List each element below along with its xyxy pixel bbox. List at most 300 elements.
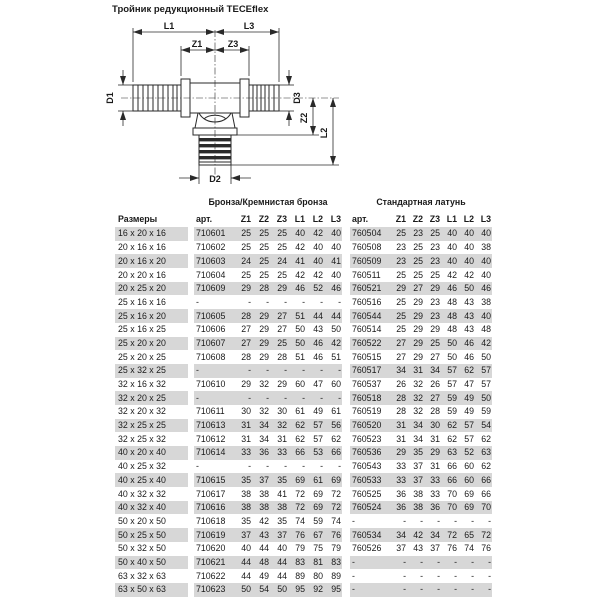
dim-cell-brass: 42: [407, 528, 424, 542]
dim-cell-brass: 34: [424, 528, 441, 542]
dim-cell-brass: 23: [430, 242, 440, 253]
size-cell: 50 x 40 x 50: [115, 556, 188, 570]
art-cell-brass: 760514: [352, 324, 382, 335]
dim-cell-bronze: 44: [270, 556, 288, 570]
size-cell: 63 x 50 x 63: [115, 583, 188, 597]
dim-cell-brass: 34: [390, 528, 407, 542]
dim-cell-bronze: -: [302, 461, 305, 472]
dim-cell-bronze: 83: [288, 556, 306, 570]
dim-cell-brass: -: [458, 556, 475, 570]
dim-cell-bronze: 51: [295, 351, 305, 362]
dim-cell-brass: -: [420, 570, 423, 581]
art-cell-brass: 760516: [352, 296, 382, 307]
dim-cell-brass: -: [441, 556, 458, 570]
dim-cell-bronze: 42: [306, 227, 324, 241]
dim-cell-brass: 29: [390, 446, 407, 460]
dim-cell-bronze: 89: [295, 570, 305, 581]
dim-cell-brass: 62: [441, 419, 458, 433]
dim-cell-bronze: -: [288, 391, 306, 405]
dim-cell-brass: 57: [447, 379, 457, 389]
art-cell-brass: 760523: [352, 433, 382, 444]
dim-cell-bronze: 34: [252, 419, 270, 433]
dim-cell-bronze: 46: [306, 337, 324, 351]
dim-cell-bronze: 41: [324, 254, 342, 268]
dim-cell-bronze: 76: [288, 528, 306, 542]
art-cell-brass: -: [352, 515, 355, 526]
art-cell-bronze: 710608: [196, 351, 226, 362]
column-header-sizes: Размеры: [118, 214, 158, 225]
size-cell: 40 x 20 x 40: [115, 446, 188, 460]
dim-cell-bronze: 31: [241, 433, 251, 444]
dim-cell-bronze: -: [270, 364, 288, 378]
dim-cell-brass: 69: [458, 501, 475, 515]
gap: [342, 542, 350, 556]
dim-cell-bronze: 44: [234, 556, 252, 570]
dim-cell-bronze: 47: [313, 379, 323, 389]
art-cell-bronze: 710607: [194, 337, 234, 351]
dim-cell-bronze: 41: [288, 254, 306, 268]
dim-cell-bronze: 37: [234, 528, 252, 542]
dim-cell-bronze: 57: [306, 419, 324, 433]
dim-cell-brass: 43: [464, 296, 474, 307]
dim-cell-bronze: 32: [270, 419, 288, 433]
dim-cell-bronze: -: [306, 364, 324, 378]
dim-cell-bronze: -: [302, 296, 305, 307]
size-cell: 20 x 16 x 16: [118, 242, 166, 253]
dim-cell-brass: 40: [481, 269, 491, 280]
art-cell-brass: 760518: [350, 391, 390, 405]
dim-cell-brass: 42: [447, 269, 457, 280]
dim-cell-bronze: 34: [259, 433, 269, 444]
dim-cell-brass: 40: [447, 242, 457, 253]
dim-cell-bronze: 29: [241, 379, 251, 389]
dim-cell-bronze: -: [234, 364, 252, 378]
dim-cell-bronze: 25: [234, 227, 252, 241]
dim-cell-brass: 54: [475, 419, 492, 433]
dim-cell-bronze: 35: [234, 473, 252, 487]
dim-cell-brass: 46: [458, 337, 475, 351]
dim-cell-bronze: 25: [259, 269, 269, 280]
dim-cell-bronze: 31: [277, 433, 287, 444]
dim-cell-brass: 40: [458, 227, 475, 241]
dim-cell-brass: 27: [424, 391, 441, 405]
art-cell-bronze: -: [196, 461, 199, 472]
dim-cell-bronze: -: [320, 461, 323, 472]
dim-cell-bronze: 44: [306, 309, 324, 323]
art-cell-bronze: -: [194, 391, 234, 405]
art-cell-bronze: 710617: [196, 488, 226, 499]
dim-cell-bronze: 66: [324, 446, 342, 460]
dim-cell-bronze: 61: [331, 406, 341, 417]
dim-cell-brass: 43: [464, 324, 474, 335]
dim-cell-bronze: 60: [295, 379, 305, 389]
dim-cell-bronze: 35: [270, 473, 288, 487]
dim-cell-bronze: 35: [241, 515, 251, 526]
dim-cell-bronze: 40: [331, 242, 341, 253]
parts-table: [115, 195, 495, 597]
dim-cell-brass: 28: [430, 406, 440, 417]
dim-cell-bronze: -: [234, 391, 252, 405]
dim-cell-bronze: 72: [295, 488, 305, 499]
dim-cell-bronze: 53: [306, 446, 324, 460]
dim-cell-brass: 33: [390, 473, 407, 487]
art-cell-bronze: 710622: [196, 570, 226, 581]
gap: [342, 350, 350, 364]
dim-cell-brass: 34: [424, 364, 441, 378]
dim-cell-brass: 23: [424, 309, 441, 323]
dim-cell-bronze: 54: [252, 583, 270, 597]
dim-cell-brass: 36: [390, 501, 407, 515]
dim-label-l3: L3: [243, 21, 255, 31]
table-body: [115, 227, 495, 597]
art-cell-bronze: 710623: [194, 583, 234, 597]
dim-cell-brass: 57: [475, 364, 492, 378]
dim-cell-bronze: 43: [313, 324, 323, 335]
dim-cell-brass: -: [454, 515, 457, 526]
dim-cell-bronze: 46: [288, 282, 306, 296]
dim-cell-bronze: 72: [331, 488, 341, 499]
dim-cell-brass: 37: [413, 461, 423, 472]
dim-cell-brass: 42: [475, 337, 492, 351]
dim-label-z1: Z1: [191, 39, 203, 49]
dim-cell-brass: -: [437, 570, 440, 581]
group-header-bronze: Бронза/Кремнистая бронза: [208, 196, 328, 207]
gap: [342, 487, 350, 501]
dim-cell-bronze: 79: [331, 543, 341, 554]
dim-cell-brass: -: [403, 570, 406, 581]
dim-cell-bronze: 95: [324, 583, 342, 597]
dim-cell-brass: -: [390, 556, 407, 570]
art-cell-brass: 760520: [350, 419, 390, 433]
dim-cell-brass: 25: [430, 269, 440, 280]
dim-cell-bronze: 37: [270, 528, 288, 542]
dim-cell-brass: 40: [441, 254, 458, 268]
gap: [342, 432, 350, 446]
column-header-dim: L3: [480, 214, 491, 225]
dim-cell-brass: -: [441, 583, 458, 597]
dim-cell-brass: -: [407, 556, 424, 570]
size-cell: 32 x 25 x 25: [115, 419, 188, 433]
art-cell-bronze: 710602: [196, 242, 226, 253]
art-cell-brass: 760509: [350, 254, 390, 268]
dim-cell-bronze: 38: [252, 501, 270, 515]
dim-cell-brass: 33: [424, 473, 441, 487]
gap: [342, 473, 350, 487]
dim-cell-brass: 66: [441, 473, 458, 487]
dim-cell-brass: 32: [413, 379, 423, 389]
dim-cell-bronze: 80: [313, 570, 323, 581]
dim-cell-bronze: -: [252, 391, 270, 405]
dim-label-d1: D1: [105, 92, 115, 104]
dim-cell-bronze: 28: [252, 282, 270, 296]
column-header-dim: L1: [294, 214, 305, 225]
dim-cell-bronze: 57: [313, 433, 323, 444]
size-cell: 40 x 25 x 32: [118, 461, 166, 472]
art-cell-bronze: 710619: [194, 528, 234, 542]
art-cell-brass: 760519: [352, 406, 382, 417]
dim-cell-bronze: -: [266, 296, 269, 307]
dim-cell-bronze: 25: [270, 227, 288, 241]
dim-cell-bronze: 38: [241, 488, 251, 499]
dim-cell-bronze: 59: [313, 515, 323, 526]
dim-cell-brass: 32: [413, 406, 423, 417]
column-header-dim: Z2: [412, 214, 423, 225]
gap: [342, 337, 350, 351]
dim-cell-brass: 25: [390, 227, 407, 241]
gap: [342, 419, 350, 433]
dim-cell-bronze: 33: [270, 446, 288, 460]
dim-cell-brass: 29: [413, 324, 423, 335]
art-cell-bronze: 710611: [196, 406, 225, 417]
dim-cell-brass: 38: [481, 242, 491, 253]
dim-cell-brass: 74: [464, 543, 474, 554]
dim-cell-brass: 31: [390, 419, 407, 433]
dim-cell-brass: 62: [481, 433, 491, 444]
art-cell-bronze: 710605: [194, 309, 234, 323]
dim-cell-brass: 40: [475, 254, 492, 268]
dim-cell-bronze: 44: [277, 570, 287, 581]
art-cell-brass: 760533: [350, 473, 390, 487]
dim-cell-bronze: 38: [270, 501, 288, 515]
gap: [342, 528, 350, 542]
dim-cell-bronze: -: [284, 461, 287, 472]
art-cell-brass: 760543: [352, 461, 382, 472]
dim-cell-brass: 25: [407, 254, 424, 268]
dim-cell-bronze: 41: [277, 488, 287, 499]
dim-cell-brass: -: [458, 583, 475, 597]
column-header-art: арт.: [196, 214, 213, 225]
tee-fitting-diagram: [93, 18, 353, 198]
art-cell-bronze: 710606: [196, 324, 226, 335]
dim-cell-brass: 34: [390, 364, 407, 378]
dim-cell-brass: 29: [413, 351, 423, 362]
dim-cell-brass: 42: [464, 269, 474, 280]
dim-cell-brass: -: [407, 583, 424, 597]
dim-cell-brass: 31: [407, 364, 424, 378]
dim-cell-brass: -: [390, 583, 407, 597]
dim-cell-bronze: 37: [252, 473, 270, 487]
column-header-dim: L2: [463, 214, 474, 225]
dim-cell-brass: 46: [464, 351, 474, 362]
dim-cell-brass: 52: [458, 446, 475, 460]
dim-cell-brass: 46: [475, 282, 492, 296]
art-cell-bronze: 710616: [194, 501, 234, 515]
dim-label-d3: D3: [292, 92, 302, 104]
dim-label-z3: Z3: [227, 39, 239, 49]
dim-cell-bronze: 29: [270, 282, 288, 296]
gap: [342, 405, 350, 419]
size-cell: 32 x 25 x 32: [118, 433, 166, 444]
size-cell: 32 x 16 x 32: [118, 379, 166, 389]
dim-cell-brass: 33: [396, 461, 406, 472]
dim-cell-brass: 40: [475, 309, 492, 323]
dim-cell-bronze: -: [252, 364, 270, 378]
dim-cell-bronze: 74: [295, 515, 305, 526]
dim-cell-bronze: 32: [259, 406, 269, 417]
gap: [342, 556, 350, 570]
dim-cell-bronze: 28: [277, 351, 287, 362]
dim-cell-bronze: 29: [277, 379, 287, 389]
size-cell: 50 x 25 x 50: [115, 528, 188, 542]
dim-cell-bronze: -: [270, 391, 288, 405]
dim-cell-brass: 33: [430, 488, 440, 499]
dim-cell-bronze: 35: [277, 515, 287, 526]
dim-cell-bronze: -: [320, 296, 323, 307]
size-cell: 25 x 20 x 20: [115, 337, 188, 351]
dim-cell-brass: 40: [458, 254, 475, 268]
dim-label-z2: Z2: [299, 112, 309, 124]
dim-cell-bronze: 76: [324, 528, 342, 542]
art-cell-brass: 760534: [350, 528, 390, 542]
dim-cell-bronze: -: [338, 296, 341, 307]
dim-cell-bronze: 75: [313, 543, 323, 554]
art-cell-brass: 760536: [350, 446, 390, 460]
gap: [342, 241, 350, 255]
dim-cell-brass: 57: [441, 364, 458, 378]
dim-cell-brass: 66: [481, 488, 491, 499]
dim-cell-bronze: 46: [324, 282, 342, 296]
dim-cell-bronze: 95: [288, 583, 306, 597]
dim-cell-brass: 26: [430, 379, 440, 389]
dim-cell-brass: 37: [396, 543, 406, 554]
dim-cell-brass: 69: [464, 488, 474, 499]
dim-cell-bronze: 29: [259, 351, 269, 362]
dim-cell-brass: 26: [396, 379, 406, 389]
art-cell-bronze: 710612: [196, 433, 226, 444]
size-cell: 50 x 20 x 50: [118, 515, 166, 526]
dim-cell-brass: 40: [475, 227, 492, 241]
dim-cell-brass: 34: [407, 419, 424, 433]
dim-cell-brass: 23: [396, 242, 406, 253]
dim-cell-brass: 50: [447, 351, 457, 362]
art-cell-bronze: 710601: [194, 227, 234, 241]
dim-cell-bronze: 25: [270, 337, 288, 351]
dim-cell-brass: 34: [413, 433, 423, 444]
dim-cell-bronze: 42: [295, 269, 305, 280]
dim-cell-brass: 29: [430, 324, 440, 335]
dim-cell-bronze: 25: [241, 242, 251, 253]
dim-cell-brass: 31: [430, 433, 440, 444]
dim-cell-bronze: 52: [306, 282, 324, 296]
gap: [342, 323, 350, 337]
dim-cell-brass: 63: [475, 446, 492, 460]
art-cell-brass: -: [352, 570, 355, 581]
dim-cell-bronze: 51: [288, 309, 306, 323]
dim-cell-brass: 40: [441, 227, 458, 241]
column-header-dim: L1: [446, 214, 457, 225]
dim-cell-bronze: 27: [241, 324, 251, 335]
dim-cell-bronze: 62: [288, 419, 306, 433]
dim-cell-brass: 48: [447, 296, 457, 307]
dim-cell-bronze: 48: [252, 556, 270, 570]
dim-cell-brass: 38: [481, 296, 491, 307]
dim-cell-bronze: 29: [259, 324, 269, 335]
dim-cell-bronze: 40: [277, 543, 287, 554]
dim-cell-bronze: 72: [288, 501, 306, 515]
dim-cell-bronze: 69: [313, 488, 323, 499]
dim-cell-brass: 25: [413, 269, 423, 280]
dim-cell-brass: 25: [413, 242, 423, 253]
dim-cell-bronze: 40: [324, 227, 342, 241]
dim-cell-bronze: 25: [241, 269, 251, 280]
dim-cell-brass: 28: [396, 406, 406, 417]
dim-cell-bronze: 62: [331, 433, 341, 444]
dim-cell-brass: 57: [481, 379, 491, 389]
gap: [342, 227, 350, 241]
gap: [342, 501, 350, 515]
dim-cell-bronze: 40: [313, 242, 323, 253]
dim-cell-brass: 27: [390, 337, 407, 351]
dim-cell-brass: -: [471, 515, 474, 526]
art-cell-bronze: 710613: [194, 419, 234, 433]
dim-cell-brass: 48: [441, 309, 458, 323]
dim-cell-brass: -: [475, 583, 492, 597]
dim-cell-bronze: 29: [252, 309, 270, 323]
dim-cell-bronze: 25: [252, 254, 270, 268]
gap: [342, 569, 350, 583]
dim-cell-brass: 43: [413, 543, 423, 554]
art-cell-bronze: -: [196, 296, 199, 307]
art-cell-brass: 760511: [352, 269, 381, 280]
dim-cell-brass: 29: [424, 282, 441, 296]
size-cell: 25 x 16 x 20: [115, 309, 188, 323]
dim-cell-brass: 25: [396, 324, 406, 335]
size-cell: 32 x 20 x 25: [115, 391, 188, 405]
size-cell: 25 x 16 x 25: [118, 324, 166, 335]
dim-cell-bronze: 40: [331, 269, 341, 280]
dim-cell-brass: 36: [396, 488, 406, 499]
technical-drawing: [93, 18, 353, 198]
art-cell-brass: 760524: [350, 501, 390, 515]
dim-cell-brass: 28: [390, 391, 407, 405]
gap: [342, 309, 350, 323]
dim-cell-bronze: 83: [324, 556, 342, 570]
size-cell: 25 x 32 x 25: [115, 364, 188, 378]
dim-cell-brass: 59: [481, 406, 491, 417]
dim-cell-brass: 62: [481, 461, 491, 472]
dim-cell-brass: 29: [413, 296, 423, 307]
dim-cell-brass: 59: [441, 391, 458, 405]
dim-cell-bronze: 50: [234, 583, 252, 597]
gap: [342, 583, 350, 597]
size-cell: 25 x 16 x 16: [118, 296, 166, 307]
dim-cell-brass: 65: [458, 528, 475, 542]
dim-cell-brass: 50: [441, 337, 458, 351]
dim-cell-bronze: 32: [259, 379, 269, 389]
dim-cell-bronze: 25: [252, 227, 270, 241]
dim-cell-bronze: 31: [234, 419, 252, 433]
dim-cell-brass: -: [475, 556, 492, 570]
dim-cell-brass: 23: [407, 227, 424, 241]
dim-cell-bronze: 50: [295, 324, 305, 335]
dim-cell-bronze: 33: [234, 446, 252, 460]
column-header-dim: Z3: [276, 214, 287, 225]
dim-cell-brass: 31: [430, 461, 440, 472]
dim-cell-bronze: 36: [252, 446, 270, 460]
dim-cell-bronze: 25: [259, 242, 269, 253]
dim-cell-bronze: 44: [241, 570, 251, 581]
group-header-row: [115, 195, 495, 209]
dim-cell-brass: 49: [458, 391, 475, 405]
group-header-brass: Стандартная латунь: [376, 196, 466, 207]
dim-cell-brass: 25: [424, 227, 441, 241]
dim-label-l1: L1: [163, 21, 175, 31]
dim-cell-brass: 30: [424, 419, 441, 433]
dim-cell-brass: 35: [407, 446, 424, 460]
dim-cell-brass: 60: [458, 473, 475, 487]
dim-cell-brass: 66: [447, 461, 457, 472]
dim-cell-brass: 50: [458, 282, 475, 296]
